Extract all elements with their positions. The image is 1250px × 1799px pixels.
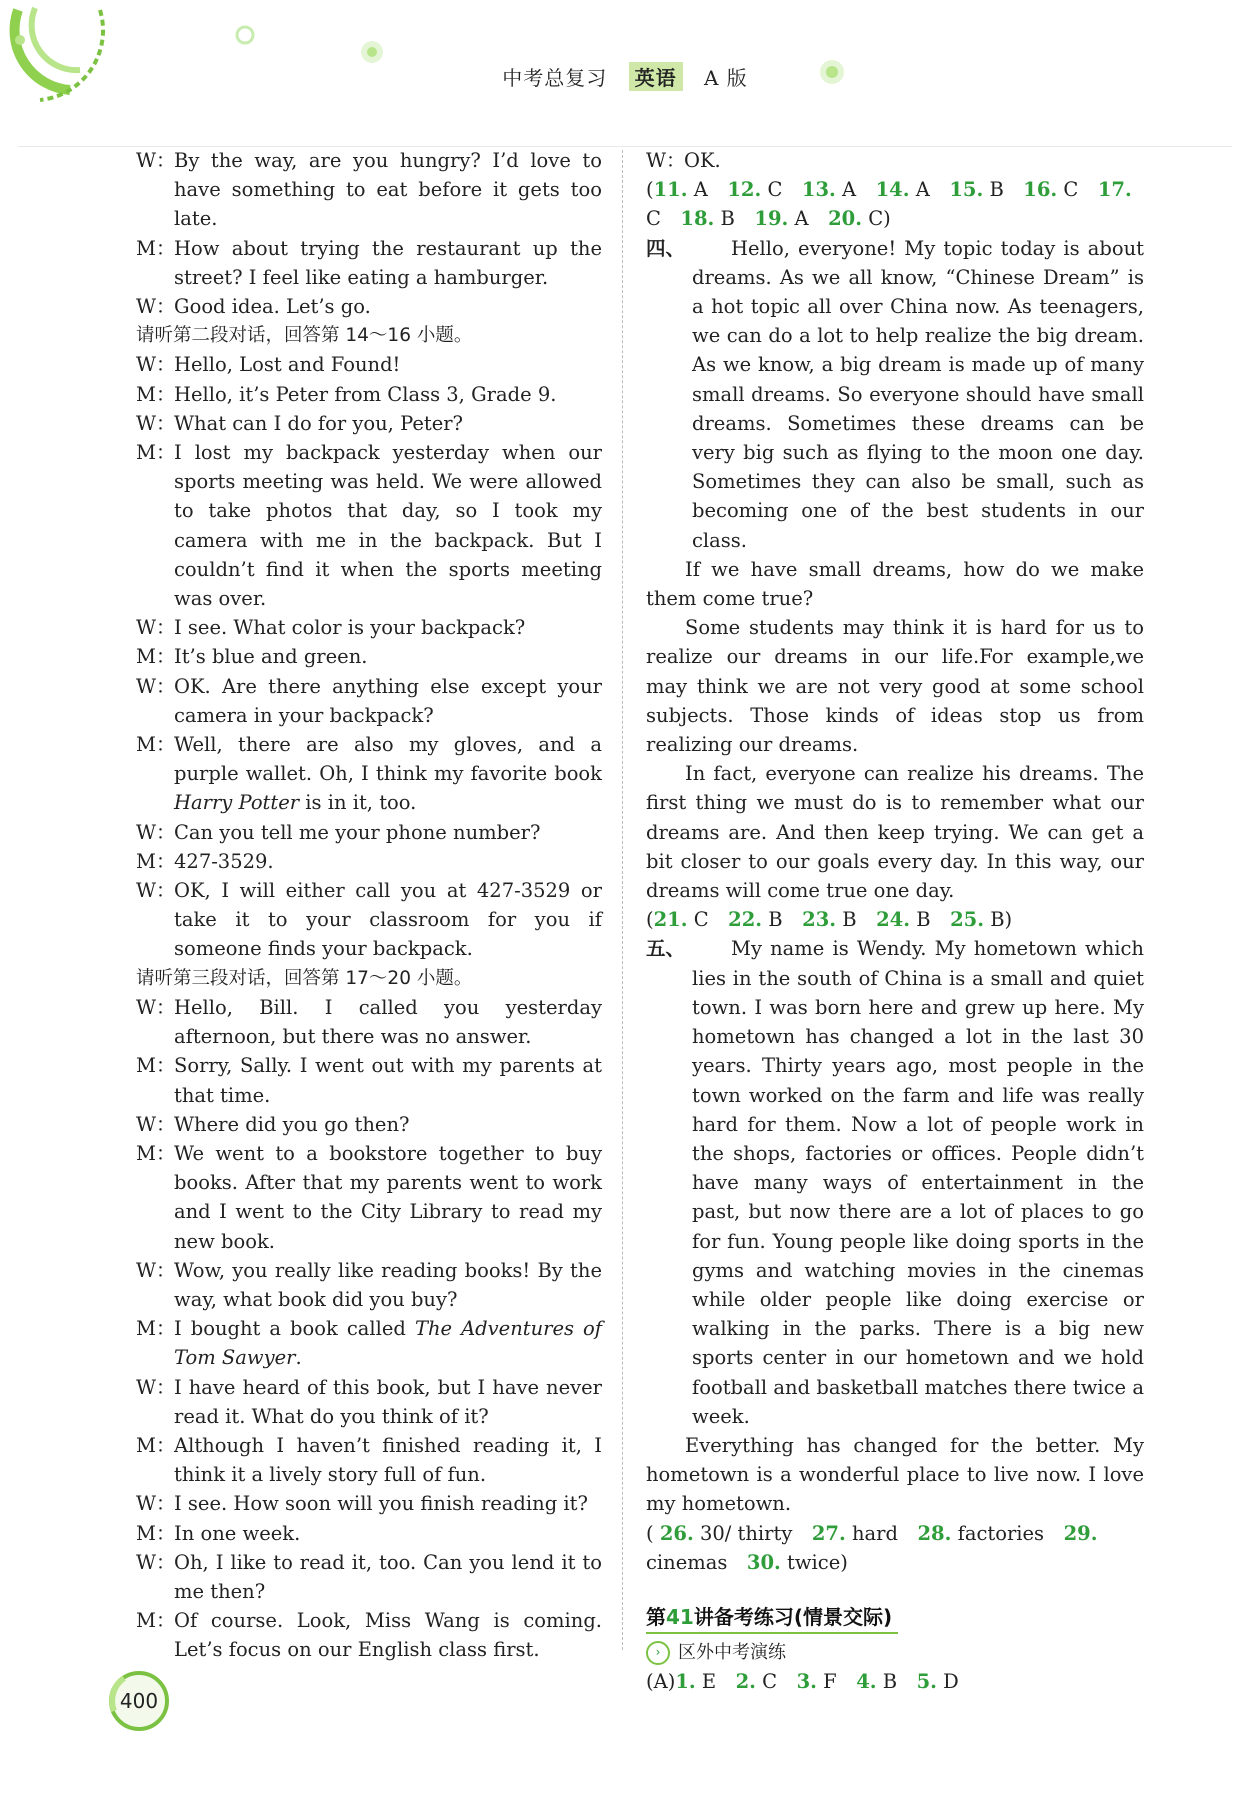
dialogue-text [174,1051,602,1109]
running-header [0,62,1250,91]
paragraph: My name is Wendy. My hometown which lies in the south of China is a small and quiet town. I was born here and grew up here. My hometown has changed a lot in the last 30 years. Thirty years ago, most people in the town worked on the farm and life was really hard for them. Now a lot of people work in the shops, factories or offices. People didn’t have many ways of entertainment in the past, but now there are a lot of places to go for fun. Young people like doing sports in the gyms and watching movies in the cinemas while older people like doing exercise or walking in the parks. There is a big new sports center in our hometown and we hold football and basketball matches there twice a week. [692,937,1144,1428]
answer-number: 23. [802,908,837,932]
dialogue-text-part: Good idea. Let’s go. [174,295,371,319]
dialogue-line [136,1314,602,1372]
dialogue-text [174,642,602,671]
section-marker: 五、 [646,937,686,961]
answer-number: 19. [754,207,789,231]
dialogue-line [136,1051,602,1109]
dialogue-text [174,1314,602,1372]
speaker-label: M： [136,1521,176,1545]
dialogue-text-part: I see. What color is your backpack? [174,616,526,640]
dialogue-text: OK. [684,149,721,172]
answer-value: C [687,908,709,932]
answer-key-situational [646,1667,1144,1696]
answer-value: hard [845,1521,898,1545]
answer-value: C [761,178,783,202]
answer-value: B [910,908,931,932]
dialogue-line [136,1431,602,1489]
answer-key-11-20 [646,175,1144,233]
answer-number: 12. [727,178,762,202]
answer-value: F [816,1670,837,1694]
dialogue-text-part: Well, there are also my gloves, and a purple wallet. Oh, I think my favorite book [174,733,602,786]
answer-number: 30. [746,1550,781,1574]
speaker-label: W： [136,1258,176,1282]
speaker-label: W： [136,353,176,377]
speaker-label: W： [136,616,176,640]
dialogue-line [136,613,602,642]
answer-value: B) [984,908,1013,932]
answer-bracket: (A) [646,1670,676,1694]
dialogue-line [136,847,602,876]
right-column [646,146,1144,1697]
answer-value: A [687,178,708,202]
dialogue-line [136,1110,602,1139]
dialogue-text-part: What can I do for you, Peter? [174,411,464,435]
answer-value: C) [862,207,891,231]
dialogue-line [136,730,602,818]
answer-bracket: ( [646,178,654,202]
speaker-label: M： [136,849,176,873]
subsection-title: 区外中考演练 [678,1642,786,1664]
dialogue-line [136,1606,602,1664]
dialogue-text [174,146,602,234]
answer-number: 22. [728,908,763,932]
answer-value: A [788,207,809,231]
dialogue-text [174,1489,602,1518]
dialogue-text [174,1256,602,1314]
answer-number: 24. [876,908,911,932]
page-number-badge [104,1666,174,1736]
dialogue-text-part: I have heard of this book, but I have never read it. What do you think of it? [174,1375,602,1428]
answer-value: B [876,1670,898,1694]
answer-number: 18. [680,207,715,231]
dialogue-text [174,730,602,818]
speaker-label: M： [136,236,176,260]
dialogue-text [174,1519,602,1548]
page-number: 400 [119,1689,159,1713]
dialogue-text-part: By the way, are you hungry? I’d love to have something to eat before it gets too late. [174,149,602,231]
dialogue-text-part: . [295,1346,302,1370]
answer-number: 1. [675,1670,696,1694]
answer-value: A [909,178,930,202]
dialogue-text-part: Of course. Look, Miss Wang is coming. Let’s focus on our English class first. [174,1609,602,1662]
paragraph: Everything has changed for the better. My hometown is a wonderful place to live now. I love my hometown. [646,1433,1144,1516]
header-dot-icon [230,20,260,50]
dialogue-text-part: OK, I will either call you at 427-3529 or take it to your classroom for you if someone finds your backpack. [174,879,602,961]
speaker-label: W： [136,820,176,844]
dialogue-text [174,818,602,847]
answer-value: C [755,1670,778,1694]
answer-key-26-30 [646,1519,1144,1577]
answer-key-21-25 [646,905,1144,934]
subsection-heading [646,1638,1144,1667]
section-four [646,234,1144,555]
lecture-heading [646,1603,898,1634]
answer-value: B [836,908,857,932]
answer-bracket: ( [646,908,654,932]
dialogue-text [174,234,602,292]
dialogue-text [174,1373,602,1431]
speaker-label: M： [136,441,176,465]
dialogue-text-part: is in it, too. [299,791,417,815]
answer-value: B [983,178,1004,202]
question-instruction: 请听第二段对话，回答第 14～16 小题。 [136,325,473,347]
subject-badge: 英语 [629,62,683,91]
dialogue-text [174,1110,602,1139]
speaker-label: M： [136,382,176,406]
dialogue-line [136,1373,602,1431]
speaker-label: M： [136,1141,176,1165]
dialogue-text [174,438,602,613]
dialogue-text-part: Wow, you really like reading books! By the way, what book did you buy? [174,1258,602,1311]
speaker-label: W： [136,879,176,903]
speaker-label: W： [136,674,176,698]
dialogue-text [174,1606,602,1664]
dialogue-line [136,234,602,292]
dialogue-text-part: I lost my backpack yesterday when our sports meeting was held. We were allowed to take photos that day, so I took my camera with me in the backpack. But I couldn’t find it when the sports meeting was over. [174,441,602,611]
speaker-label: M： [136,1317,176,1341]
dialogue-text-part: I see. How soon will you finish reading it? [174,1492,588,1516]
answer-number: 21. [653,908,688,932]
answer-number: 4. [856,1670,877,1694]
dialogue-line [136,438,602,613]
dialogue-text [174,672,602,730]
dialogue-text-part: Hello, it’s Peter from Class 3, Grade 9. [174,382,557,406]
left-column [136,146,602,1665]
answer-number: 25. [950,908,985,932]
answer-number: 13. [801,178,836,202]
edition-label: A 版 [703,66,748,90]
dialogue-text-part: OK. Are there anything else except your camera in your backpack? [174,674,602,727]
answer-number: 5. [916,1670,937,1694]
answer-number: 26. [659,1521,694,1545]
dialogue-text-part: Sorry, Sally. I went out with my parents at that time. [174,1054,602,1107]
dialogue-line [136,672,602,730]
paragraph: Hello, everyone! My topic today is about dreams. As we all know, “Chinese Dream” is a hot topic all over China now. As teenagers, we can do a lot to help realize the big dream. As we know, a big dream is made up of many small dreams. So everyone should have small dreams. Sometimes these dreams can be very big such as flying to the moon one day. Sometimes they can also be small, such as becoming one of the best students in our class. [692,236,1144,552]
dialogue-line [136,1519,602,1548]
dialogue-text [174,1431,602,1489]
answer-value: B [714,207,735,231]
speaker-label: W： [136,1550,176,1574]
dialogue-text [174,1139,602,1256]
dialogue-line [136,380,602,409]
dialogue-line [136,642,602,671]
dialogue-text [174,993,602,1051]
speaker-label: W： [646,149,686,172]
dialogue-text [174,292,602,321]
answer-value: B [762,908,783,932]
dialogue-text [174,350,602,379]
dialogue-text [174,847,602,876]
dialogue-text-part: We went to a bookstore together to buy books. After that my parents went to work and I went to the City Library to read my new book. [174,1141,602,1253]
dialogue-text-part: It’s blue and green. [174,645,368,669]
speaker-label: W： [136,995,176,1019]
paragraph: Some students may think it is hard for us to realize our dreams in our life.For example,we may think we are not very good at some school subjects. Those kinds of ideas stop us from realizing our dreams. [646,616,1144,757]
dialogue-text [174,409,602,438]
paragraph: In fact, everyone can realize his dreams. The first thing we must do is to remember what our dreams are. And then keep trying. We can get a bit closer to our goals every day. In this way, our dreams will come true one day. [646,762,1144,903]
speaker-label: M： [136,1054,176,1078]
dialogue-text-part: 427-3529. [174,849,274,873]
dialogue-line [136,1256,602,1314]
dialogue-line [136,146,602,234]
dialogue-line [136,818,602,847]
dialogue-text-part: Where did you go then? [174,1112,410,1136]
lecture-number: 41 [666,1604,694,1629]
answer-number: 15. [949,178,984,202]
dialogue-line [136,1139,602,1256]
answer-value: A [835,178,857,202]
answer-number: 20. [828,207,863,231]
lecture-prefix: 第 [646,1604,666,1629]
column-divider [622,150,623,1650]
speaker-label: M： [136,1609,176,1633]
speaker-label: M： [136,645,176,669]
dialogue-text [174,876,602,964]
answer-value: C [1057,178,1079,202]
book-title: 中考总复习 [502,66,608,90]
answer-number: 11. [653,178,688,202]
answer-value: E [695,1670,717,1694]
speaker-label: W： [136,1112,176,1136]
speaker-label: W： [136,295,176,319]
answer-bracket: ( [646,1521,660,1545]
speaker-label: M： [136,1433,176,1457]
dialogue-line [136,1489,602,1518]
dialogue-line [136,876,602,964]
dialogue-text-part: Oh, I like to read it, too. Can you lend it to me then? [174,1550,602,1603]
answer-number: 2. [735,1670,756,1694]
dialogue-line [136,409,602,438]
answer-value: cinemas [646,1550,728,1574]
answer-number: 3. [796,1670,817,1694]
answer-value: twice) [780,1550,848,1574]
dialogue-text-part: How about trying the restaurant up the street? I feel like eating a hamburger. [174,236,602,289]
dialogue-line [136,292,602,321]
answer-number: 29. [1063,1521,1098,1545]
answer-number: 16. [1023,178,1058,202]
dialogue-text-part: Hello, Lost and Found! [174,353,401,377]
chevron-right-icon: › [646,1641,670,1665]
header-decoration-icon [0,0,120,110]
answer-value: C [646,207,661,231]
speaker-label: W： [136,411,176,435]
dialogue-text-part: Hello, Bill. I called you yesterday afternoon, but there was no answer. [174,995,602,1049]
answer-number: 17. [1097,178,1132,202]
lecture-title-text: 讲备考练习(情景交际) [693,1604,893,1629]
dialogue-text-part: Although I haven’t finished reading it, I think it a lively story full of fun. [174,1433,602,1487]
paragraph: If we have small dreams, how do we make them come true? [646,557,1144,611]
section-marker: 四、 [646,236,686,260]
question-instruction: 请听第三段对话，回答第 17～20 小题。 [136,967,473,989]
answer-value: factories [951,1521,1045,1545]
dialogue-line [136,993,602,1051]
dialogue-text-part: I bought a book called [174,1317,415,1341]
dialogue-text [174,613,602,642]
speaker-label: M： [136,733,176,757]
dialogue-text [174,1548,602,1606]
book-title-italic: Harry Potter [174,791,300,815]
answer-number: 27. [811,1521,846,1545]
answer-value: D [936,1670,959,1694]
dialogue-line [646,146,1144,175]
answer-number: 14. [875,178,910,202]
section-five [646,934,1144,1430]
answer-value: 30/ thirty [693,1521,793,1545]
book-title-italic: The Adventures of Tom Sawyer [174,1317,602,1370]
dialogue-text-part: Can you tell me your phone number? [174,820,541,844]
speaker-label: W： [136,149,176,172]
speaker-label: W： [136,1375,176,1399]
dialogue-line [136,350,602,379]
answer-number: 28. [917,1521,952,1545]
dialogue-line [136,1548,602,1606]
speaker-label: W： [136,1492,176,1516]
dialogue-text-part: In one week. [174,1521,301,1545]
dialogue-text [174,380,602,409]
